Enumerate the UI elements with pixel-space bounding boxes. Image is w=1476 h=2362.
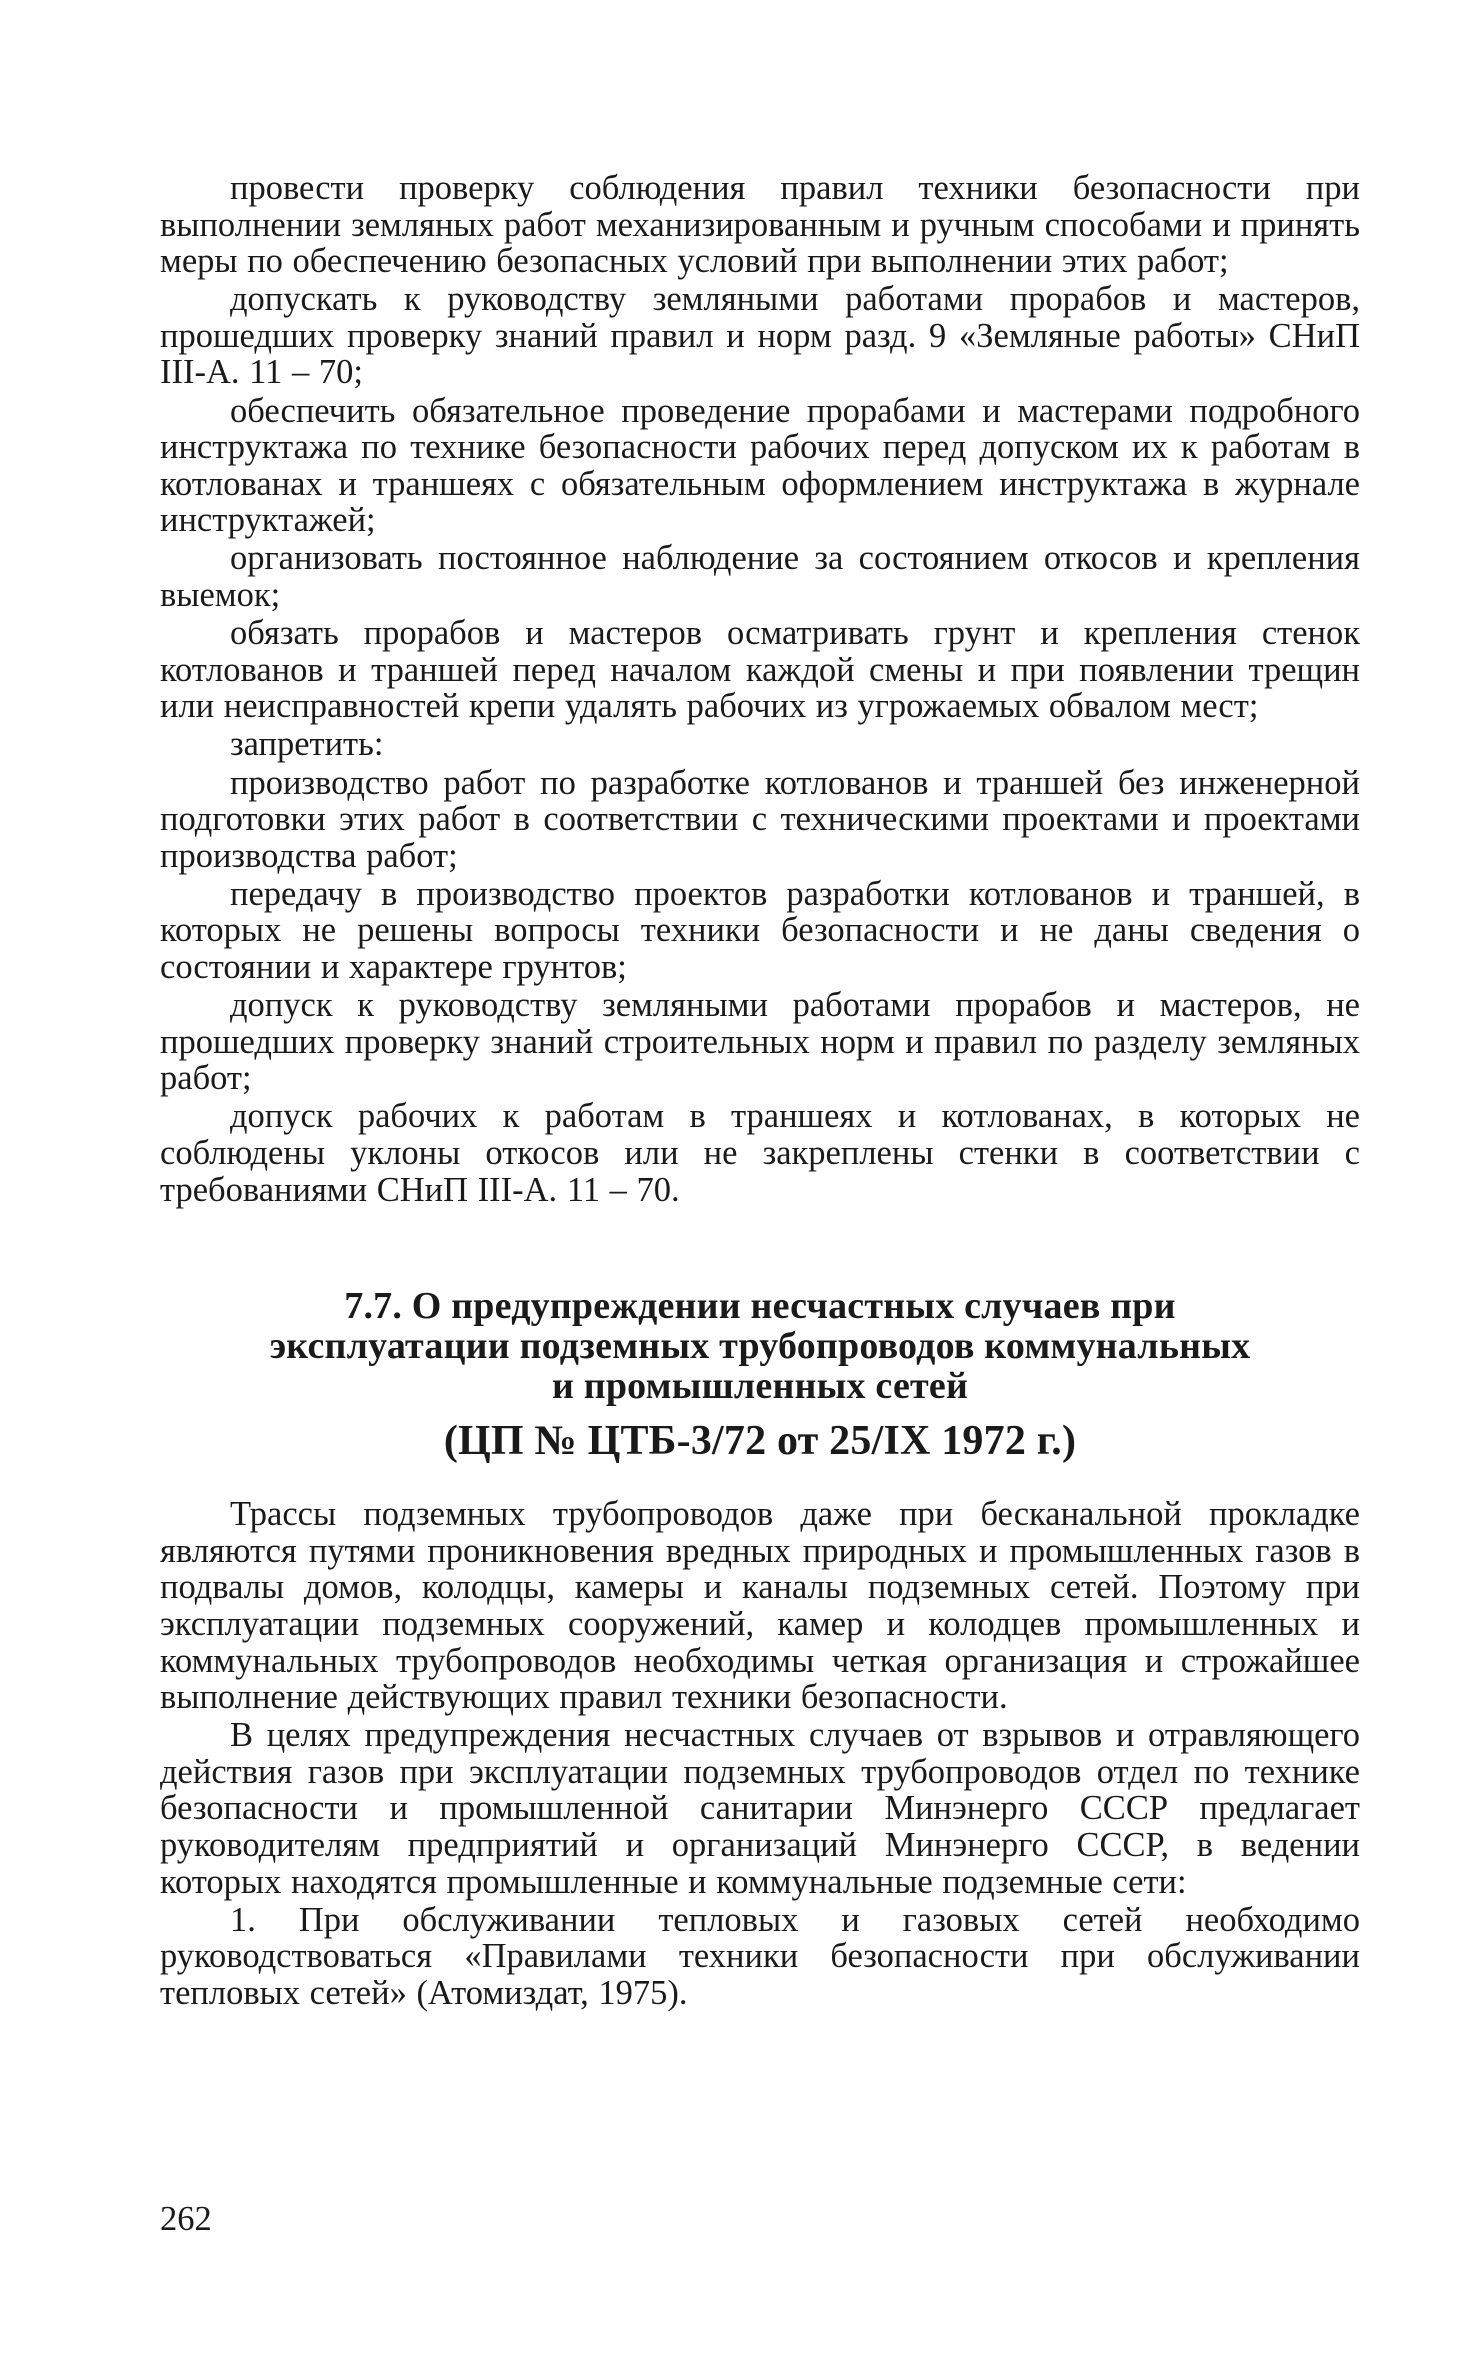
section-heading-line: 7.7. О предупреждении несчастных случаев при xyxy=(344,1285,1176,1328)
paragraph: Трассы подземных трубопроводов даже при бесканальной прокладке являются путями проникновения вредных природных и промышленных газов в подвалы домов, колодцы, камеры и каналы подземных сетей. Поэтому при эксплуатации подземных сооружений, камер и колодцев промышленных и коммунальных трубопроводов необходимы четкая организация и строжайшее выполнение действующих правил техники безопасности. xyxy=(160,1495,1360,1717)
section-heading-line: эксплуатации подземных трубопроводов коммунальных xyxy=(269,1325,1251,1368)
paragraph: провести проверку соблюдения правил техники безопасности при выполнении земляных работ механизированным и ручным способами и принять меры по обеспечению безопасных условий при выполнении этих работ; xyxy=(160,169,1360,281)
paragraph: допускать к руководству земляными работами прорабов и мастеров, прошедших проверку знаний правил и норм разд. 9 «Земляные работы» СНиП III-А. 11 – 70; xyxy=(160,280,1360,392)
paragraph: допуск к руководству земляными работами прорабов и мастеров, не прошедших проверку знаний строительных норм и правил по разделу земляных работ; xyxy=(160,986,1360,1098)
paragraph: организовать постоянное наблюдение за состоянием откосов и крепления выемок; xyxy=(160,539,1360,615)
paragraph: запретить: xyxy=(230,725,384,764)
paragraph: передачу в производство проектов разработки котлованов и траншей, в которых не решены вопросы техники безопасности и не даны сведения о состоянии и характере грунтов; xyxy=(160,874,1360,986)
page-body xyxy=(160,170,1360,2013)
paragraph: В целях предупреждения несчастных случаев от взрывов и отравляющего действия газов при эксплуатации подземных трубопроводов отдел по технике безопасности и промышленной санитарии Минэнерго СССР предлагает руководителям предприятий и организаций Минэнерго СССР, в ведении которых находятся промышленные и коммунальные подземные сети: xyxy=(160,1716,1360,1901)
section-heading xyxy=(160,1286,1360,1464)
paragraph: производство работ по разработке котлованов и траншей без инженерной подготовки этих работ в соответствии с техническими проектами и проектами производства работ; xyxy=(160,763,1360,875)
paragraph: обязать прорабов и мастеров осматривать грунт и крепления стенок котлованов и траншей перед началом каждой смены и при появлении трещин или неисправностей крепи удалять рабочих из угрожаемых обвалом мест; xyxy=(160,614,1360,726)
paragraph: допуск рабочих к работам в траншеях и котлованах, в которых не соблюдены уклоны откосов или не закреплены стенки в соответствии с требованиями СНиП III-А. 11 – 70. xyxy=(160,1097,1360,1209)
section-heading-reference: (ЦП № ЦТБ-3/72 от 25/IX 1972 г.) xyxy=(443,1418,1077,1465)
section-heading-line: и промышленных сетей xyxy=(551,1365,969,1408)
page-number: 262 xyxy=(160,2200,212,2238)
paragraph: обеспечить обязательное проведение прорабами и мастерами подробного инструктажа по технике безопасности рабочих перед допуском их к работам в котлованах и траншеях с обязательным оформлением инструктажа в журнале инструктажей; xyxy=(160,391,1360,540)
paragraph: 1. При обслуживании тепловых и газовых сетей необходимо руководствоваться «Правилами техники безопасности при обслуживании тепловых сетей» (Атомиздат, 1975). xyxy=(160,1900,1360,2012)
